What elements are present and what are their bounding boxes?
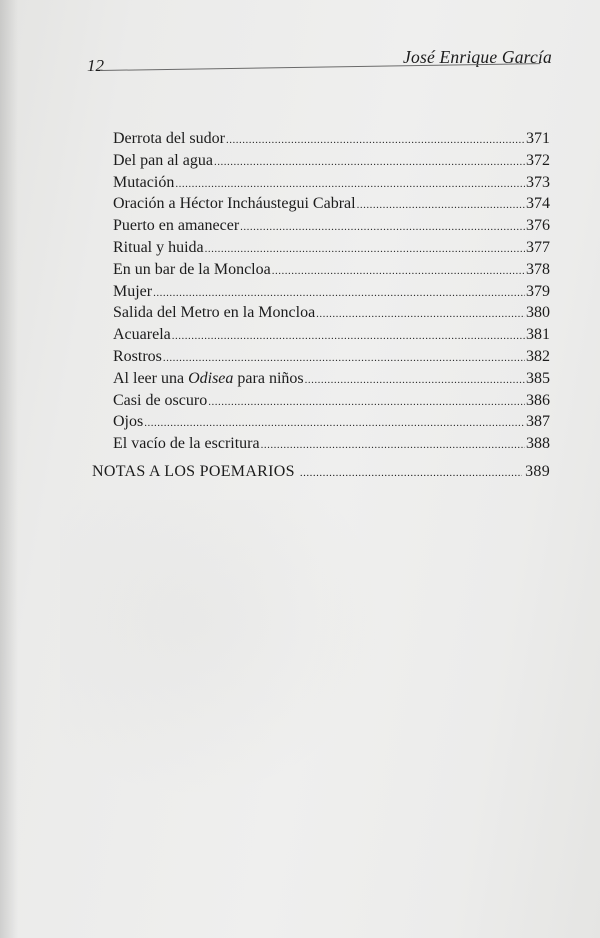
toc-entry [113, 237, 550, 259]
page-edge-shadow [0, 0, 18, 938]
leader-dots [153, 283, 525, 305]
toc-entry-page: 374 [526, 195, 550, 213]
toc-section-page: 389 [525, 463, 550, 480]
leader-dots [214, 152, 525, 174]
toc-entry-title: Oración a Héctor Incháustegui Cabral [113, 195, 356, 213]
toc-entry-page: 381 [526, 326, 550, 344]
toc-entry [113, 259, 550, 281]
leader-dots [163, 348, 525, 370]
running-head-author: José Enrique García [403, 47, 552, 67]
toc-entry-title: Salida del Metro en la Moncloa [113, 304, 316, 322]
leader-dots [240, 217, 525, 239]
leader-dots [226, 130, 525, 152]
toc-entry-title: Derrota del sudor [113, 130, 225, 147]
toc-entry [113, 411, 550, 433]
toc-entry-page: 372 [526, 151, 550, 169]
toc-entry [113, 302, 550, 324]
toc-entry [113, 172, 550, 194]
table-of-contents [113, 128, 550, 455]
leader-dots [175, 174, 525, 196]
leader-dots [172, 326, 525, 348]
leader-dots [261, 435, 525, 457]
toc-entry [113, 433, 550, 455]
toc-entry-title: Del pan al agua [113, 151, 213, 169]
toc-entry-page: 378 [526, 260, 550, 278]
toc-entry-title-italic: Odisea [188, 369, 234, 387]
toc-entry [113, 324, 550, 346]
toc-entry [113, 281, 550, 303]
toc-entry-title: Ojos [113, 413, 144, 431]
toc-entry-page: 380 [526, 304, 550, 322]
toc-entry [113, 390, 550, 412]
leader-dots [357, 195, 525, 217]
toc-entry-title: Ritual y huida [113, 238, 204, 256]
toc-entry-title-pre: Al leer una [113, 369, 189, 387]
leader-dots [305, 370, 525, 392]
toc-entry-page: 385 [526, 369, 550, 387]
toc-entry-page: 371 [526, 130, 550, 147]
leader-dots [316, 304, 525, 326]
toc-entry-title: Puerto en amanecer [113, 217, 240, 235]
toc-section-notes [92, 463, 550, 481]
toc-entry-title: Rostros [113, 347, 162, 365]
leader-dots [208, 392, 525, 414]
toc-section-title: NOTAS A LOS POEMARIOS [92, 463, 295, 480]
toc-entry-page: 382 [526, 347, 550, 365]
toc-entry-page: 377 [526, 238, 550, 256]
toc-entry [113, 128, 550, 150]
toc-entry-title-post: para niños [233, 369, 304, 387]
toc-entry-page: 373 [526, 173, 550, 191]
toc-entry-page: 386 [526, 391, 550, 409]
toc-entry [113, 215, 550, 237]
toc-entry-title: El vacío de la escritura [113, 435, 260, 453]
toc-entry [113, 346, 550, 368]
show-through-shadow [60, 500, 390, 800]
toc-entry-page: 379 [526, 282, 550, 300]
toc-entry-title: En un bar de la Moncloa [113, 260, 271, 278]
toc-entry-title: Casi de oscuro [113, 391, 208, 409]
toc-entry-title: Mutación [113, 173, 175, 191]
toc-entry [113, 193, 550, 215]
toc-entry [113, 368, 550, 390]
leader-dots [144, 413, 525, 435]
leader-dots [300, 467, 522, 479]
toc-entry-title: Mujer [113, 282, 153, 300]
leader-dots [205, 239, 525, 261]
toc-entry-page: 388 [526, 435, 550, 453]
toc-entry-title [113, 368, 304, 390]
leader-dots [272, 261, 525, 283]
toc-entry-title: Acuarela [113, 326, 171, 344]
page-number: 12 [87, 56, 104, 75]
toc-entry-page: 376 [526, 217, 550, 235]
toc-entry [113, 150, 550, 172]
toc-entry-page: 387 [526, 413, 550, 431]
